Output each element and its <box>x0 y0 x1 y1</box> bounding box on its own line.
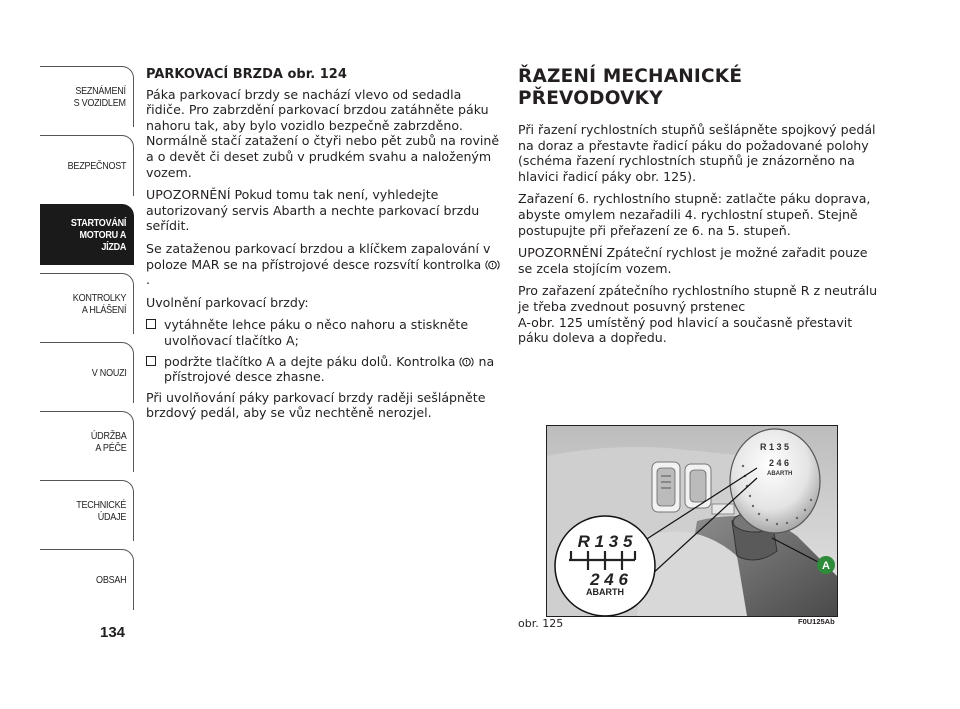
manual-gearbox-section <box>518 66 878 353</box>
gear-bottom-label: 2 4 6 <box>590 570 628 589</box>
tab-label: BEZPEČNOST <box>67 160 127 172</box>
list-item-text: na přístrojové desce zhasne. <box>164 353 495 385</box>
tab-obsah[interactable] <box>40 549 134 610</box>
svg-text:2 4 6: 2 4 6 <box>769 458 790 468</box>
tab-udrzba[interactable] <box>40 411 134 472</box>
parking-brake-section <box>146 67 502 428</box>
tab-kontrolky[interactable] <box>40 273 134 334</box>
paragraph: UPOZORNĚNÍ Zpáteční rychlost je možné zařadit pouze se zcela stojícím vozem. <box>518 245 868 276</box>
tab-seznameni[interactable] <box>40 66 134 127</box>
paragraph: Uvolnění parkovací brzdy: <box>146 294 309 310</box>
gear-top-label: R 1 3 5 <box>577 532 633 551</box>
tab-label: SEZNÁMENÍ S VOZIDLEM <box>73 85 127 109</box>
section-heading: ŘAZENÍ MECHANICKÉ PŘEVODOVKY <box>518 66 743 109</box>
figure-code: F0U125Ab <box>798 617 835 626</box>
brand-label: ABARTH <box>586 587 624 597</box>
chapter-sidebar <box>40 66 134 618</box>
list-item-text: podržte tlačítko A a dejte páku dolů. Kontrolka <box>164 353 456 369</box>
paragraph <box>146 241 502 288</box>
list-item-text: vytáhněte lehce páku o něco nahoru a stiskněte uvolňovací tlačítko A; <box>164 317 469 348</box>
paragraph: Při řazení rychlostních stupňů sešlápněte spojkový pedál na doraz a přestavte řadicí páku do požadované polohy (schéma řazení rychlostních stupňů je znázorněno na hlavici řadicí páky obr. 125). <box>518 122 876 184</box>
tab-startovani[interactable] <box>40 204 134 265</box>
paragraph: Páka parkovací brzdy se nachází vlevo od sedadla řidiče. Pro zabrzdění parkovací brzdou zatáhněte páku nahoru tak, aby bylo vozidlo bezpečně zabrzděno. Normálně stačí zatažení o čtyři nebo pět zubů na rovině a o devět či deset zubů v prudkém svahu a naloženým vozem. <box>146 86 500 180</box>
list-item <box>146 317 502 348</box>
page-number: 134 <box>100 624 126 641</box>
svg-text:!: ! <box>465 359 469 366</box>
brake-warning-icon <box>459 356 474 368</box>
paragraph: Zařazení 6. rychlostního stupně: zatlačte páku doprava, abyste omylem nezařadili 4. rychlostní stupeň. Stejně postupujte při přeřazení ze 6. na 5. stupeň. <box>518 191 871 238</box>
gear-lever-figure <box>546 425 838 617</box>
tab-label: OBSAH <box>95 574 127 586</box>
paragraph: A-obr. 125 umístěný pod hlavicí a současně přestavit páku doleva a dopředu. <box>518 314 853 346</box>
paragraph: UPOZORNĚNÍ Pokud tomu tak není, vyhledejte autorizovaný servis Abarth a nechte parkovací brzdu seřídit. <box>146 187 480 234</box>
svg-text:ABARTH: ABARTH <box>767 471 793 477</box>
tab-label: V NOUZI <box>91 367 127 379</box>
svg-text:R 1 3 5: R 1 3 5 <box>760 442 790 452</box>
brake-warning-icon <box>485 259 500 271</box>
tab-v-nouzi[interactable] <box>40 342 134 403</box>
svg-text:!: ! <box>491 262 495 269</box>
tab-technicke[interactable] <box>40 480 134 541</box>
paragraph-text: Se zataženou parkovací brzdou a klíčkem zapalování v poloze MAR se na přístrojové desce rozsvítí kontrolka <box>146 240 491 272</box>
tab-bezpecnost[interactable] <box>40 135 134 196</box>
checkbox-bullet-icon <box>146 356 156 366</box>
section-heading: PARKOVACÍ BRZDA obr. 124 <box>146 67 347 82</box>
paragraph: Pro zařazení zpátečního rychlostního stupně R z neutrálu je třeba zvednout posuvný prstenec <box>518 283 878 314</box>
tab-label: STARTOVÁNÍ MOTORU A JÍZDA <box>70 217 127 253</box>
paragraph-end: . <box>146 272 151 288</box>
figure-caption: obr. 125 <box>518 617 564 630</box>
gear-lever-illustration <box>547 426 837 616</box>
checkbox-bullet-icon <box>146 319 156 329</box>
tab-label: KONTROLKY A HLÁŠENÍ <box>72 292 127 316</box>
tab-label: TECHNICKÉ ÚDAJE <box>76 499 127 523</box>
tab-label: ÚDRŽBA A PÉČE <box>90 430 127 454</box>
paragraph: Při uvolňování páky parkovací brzdy raději sešlápněte brzdový pedál, aby se vůz nechtěně nerozjel. <box>146 389 486 421</box>
shift-pattern-inset <box>555 516 655 616</box>
callout-a-label: A <box>822 560 830 572</box>
list-item <box>146 354 502 385</box>
